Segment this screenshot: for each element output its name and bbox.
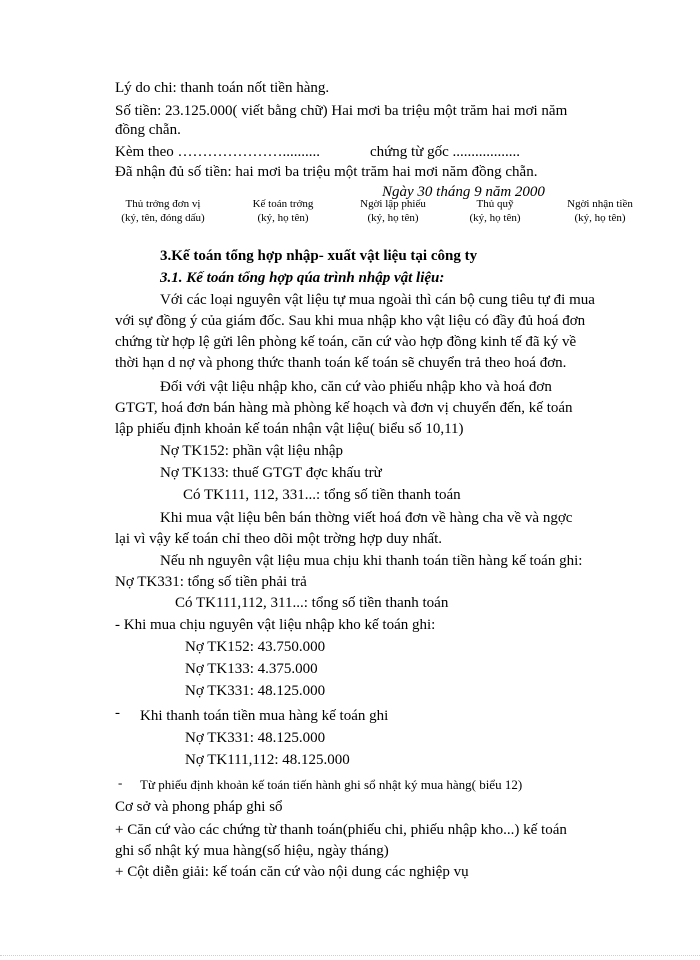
journal-entry: Có TK111,112, 311...: tổng số tiền thanh toán <box>175 595 449 611</box>
signature-title: Thủ quỹ <box>476 198 514 210</box>
journal-entry: Nợ TK152: 43.750.000 <box>185 639 326 655</box>
signature-note: (ký, tên, đóng dấu) <box>121 212 205 224</box>
journal-entry: Nợ TK331: 48.125.000 <box>185 730 326 746</box>
original-docs-label: chứng từ gốc .................. <box>370 144 520 160</box>
journal-entry: Nợ TK111,112: 48.125.000 <box>185 752 350 768</box>
signature-title: Ngời nhận tiền <box>567 198 633 210</box>
body-line: lập phiếu định khoản kế toán nhận vật liệu( biểu số 10,11) <box>115 421 464 437</box>
body-line: Với các loại nguyên vật liệu tự mua ngoài thì cán bộ cung tiêu tự đi mua <box>160 292 595 308</box>
body-line: Nếu nh nguyên vật liệu mua chịu khi thanh toán tiền hàng kế toán ghi: <box>160 553 583 569</box>
body-line: thời hạn d nợ và phong thức thanh toán kế toán sẽ chuyển trả theo hoá đơn. <box>115 355 567 371</box>
signature-head-of-unit <box>103 197 223 225</box>
signature-note: (ký, họ tên) <box>257 212 309 224</box>
body-line: + Cột diễn giải: kế toán căn cứ vào nội dung các nghiệp vụ <box>115 864 469 880</box>
section-heading: 3.Kế toán tổng hợp nhập- xuất vật liệu tại công ty <box>160 248 478 264</box>
attached-label: Kèm theo ………………….......... <box>115 144 320 160</box>
bullet-dash: - <box>118 775 123 790</box>
signature-note: (ký, họ tên) <box>367 212 419 224</box>
signature-preparer <box>343 197 443 225</box>
signature-note: (ký, họ tên) <box>574 212 626 224</box>
body-line: với sự đồng ý của giám đốc. Sau khi mua nhập kho vật liệu có đầy đủ hoá đơn <box>115 313 586 329</box>
signature-chief-accountant <box>233 197 333 225</box>
journal-entry: Nợ TK331: tổng số tiền phải trả <box>115 574 307 590</box>
body-line: Đối với vật liệu nhập kho, căn cứ vào phiếu nhập kho và hoá đơn <box>160 379 552 395</box>
signature-cashier <box>450 197 540 225</box>
body-line: Từ phiếu định khoản kế toán tiến hành ghi sổ nhật ký mua hàng( biểu 12) <box>140 777 523 792</box>
body-line: GTGT, hoá đơn bán hàng mà phòng kế hoạch và đơn vị chuyển đến, kế toán <box>115 400 573 416</box>
body-line: Khi mua vật liệu bên bán thờng viết hoá đơn về hàng cha về và ngợc <box>160 510 573 526</box>
body-line: lại vì vậy kế toán chỉ theo dõi một trờng hợp duy nhất. <box>115 531 443 547</box>
body-line: Cơ sở và phong pháp ghi sổ <box>115 799 283 815</box>
signature-note: (ký, họ tên) <box>469 212 521 224</box>
journal-entry: Nợ TK133: 4.375.000 <box>185 661 318 677</box>
bullet-dash: - <box>115 705 120 721</box>
section-subheading: 3.1. Kế toán tổng hợp qúa trình nhập vật liệu: <box>160 270 445 286</box>
signature-title: Ngời lập phiếu <box>360 198 426 210</box>
voucher-date: Ngày 30 tháng 9 năm 2000 <box>382 184 545 200</box>
journal-entry: Nợ TK331: 48.125.000 <box>185 683 326 699</box>
journal-entry: Nợ TK152: phần vật liệu nhập <box>160 443 344 459</box>
body-line: - Khi mua chịu nguyên vật liệu nhập kho kế toán ghi: <box>115 617 436 633</box>
signature-recipient <box>545 197 655 225</box>
body-line: ghi sổ nhật ký mua hàng(số hiệu, ngày tháng) <box>115 843 389 859</box>
payment-amount-line1: Số tiền: 23.125.000( viết bằng chữ) Hai mơi ba triệu một trăm hai mơi năm <box>115 103 568 119</box>
journal-entry: Có TK111, 112, 331...: tổng số tiền thanh toán <box>183 487 461 503</box>
signature-title: Thủ trởng đơn vị <box>125 198 201 210</box>
payment-reason: Lý do chi: thanh toán nốt tiền hàng. <box>115 80 330 96</box>
body-line: + Căn cứ vào các chứng từ thanh toán(phiếu chi, phiếu nhập kho...) kế toán <box>115 822 567 838</box>
payment-amount-line2: đồng chẵn. <box>115 122 181 138</box>
signature-title: Kế toán trởng <box>252 198 314 210</box>
page-bottom-rule <box>0 955 700 956</box>
journal-entry: Nợ TK133: thuế GTGT đợc khấu trừ <box>160 465 382 481</box>
received-line: Đã nhận đủ số tiền: hai mơi ba triệu một trăm hai mơi năm đồng chẵn. <box>115 164 538 180</box>
body-line: chứng từ hợp lệ gửi lên phòng kế toán, căn cứ vào hợp đồng kinh tế đã ký về <box>115 334 577 350</box>
body-line: Khi thanh toán tiền mua hàng kế toán ghi <box>140 708 389 724</box>
